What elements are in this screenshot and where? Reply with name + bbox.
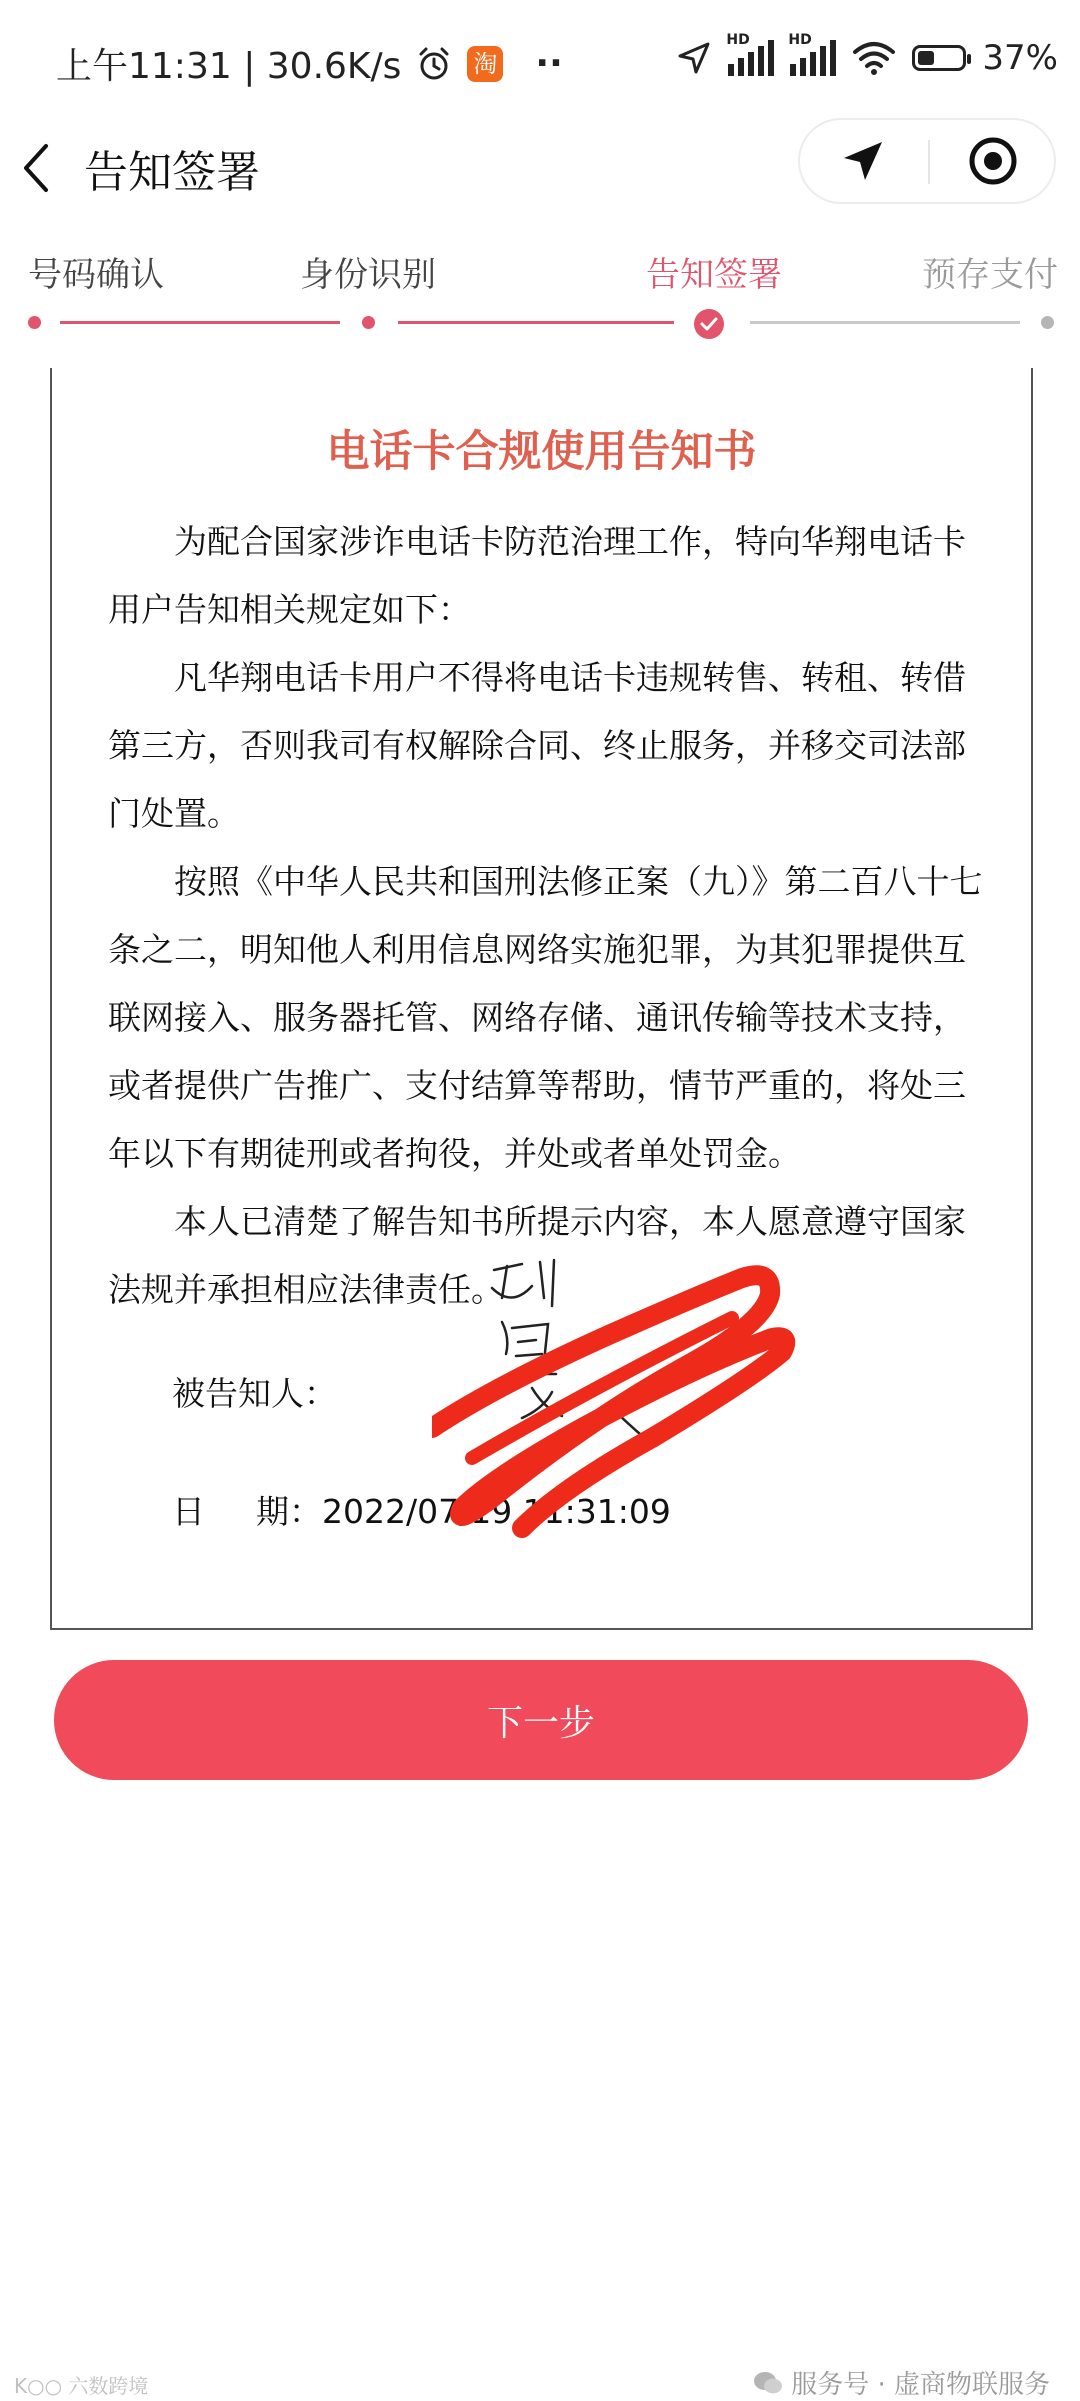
- date-value: 2022/07/19 11:31:09: [322, 1492, 671, 1531]
- progress-steps: [0, 250, 1080, 350]
- notice-card: [50, 368, 1033, 1630]
- next-step-button[interactable]: 下一步: [54, 1660, 1028, 1780]
- page-title: 告知签署: [84, 147, 260, 198]
- notice-paragraph: 本人已清楚了解告知书所提示内容，本人愿意遵守国家法规并承担相应法律责任。: [108, 1202, 966, 1309]
- taobao-app-icon: 淘: [467, 46, 503, 82]
- step-label-prepay: 预存支付: [922, 255, 1058, 295]
- step-label-number-confirm: 号码确认: [28, 255, 164, 295]
- alarm-icon: [415, 45, 453, 83]
- miniprogram-capsule: [798, 118, 1056, 204]
- hd-signal-icon-2: HD: [790, 40, 836, 76]
- notice-title: 电话卡合规使用告知书: [326, 427, 757, 477]
- date-label-1: 日: [172, 1492, 205, 1531]
- step-line-1: [60, 321, 340, 324]
- chevron-left-icon: [16, 138, 56, 198]
- step-dot-2: [362, 316, 375, 329]
- redacted-signature: [432, 1258, 892, 1598]
- hd-signal-icon-1: HD: [728, 40, 774, 76]
- wechat-icon: [753, 2370, 783, 2396]
- nav-bar: [0, 118, 1080, 258]
- more-notifications-icon: ··: [535, 43, 563, 84]
- step-label-identity: 身份识别: [300, 255, 436, 295]
- notice-paragraph: 为配合国家涉诈电话卡防范治理工作，特向华翔电话卡用户告知相关规定如下：: [108, 522, 966, 629]
- status-right: [676, 32, 1058, 78]
- battery-icon: [912, 45, 966, 71]
- step-dot-1: [28, 316, 41, 329]
- location-arrow-icon: [676, 40, 712, 76]
- step-dot-4: [1041, 316, 1054, 329]
- step-line-2: [398, 321, 674, 324]
- watermark-right-text: 服务号 · 虚商物联服务: [791, 2370, 1050, 2400]
- status-bar: [0, 0, 1080, 118]
- date-label-2: 期：: [256, 1492, 322, 1531]
- battery-percent: 37%: [982, 38, 1058, 78]
- watermark-right: [753, 2364, 1050, 2401]
- target-circle-icon: [967, 135, 1019, 187]
- back-button[interactable]: [16, 138, 76, 208]
- location-button[interactable]: [800, 120, 926, 202]
- step-active-check-icon: [694, 309, 724, 339]
- wifi-icon: [852, 40, 896, 76]
- status-time-speed: 上午11:31 | 30.6K/s: [56, 46, 402, 87]
- notice-paragraph: 凡华翔电话卡用户不得将电话卡违规转售、转租、转借第三方，否则我司有权解除合同、终止服务，并移交司法部门处置。: [108, 658, 966, 833]
- step-line-3: [750, 321, 1020, 324]
- navigation-arrow-icon: [838, 136, 888, 186]
- notice-body: [108, 508, 988, 1324]
- signee-label: 被告知人：: [172, 1374, 337, 1413]
- status-left: [56, 38, 563, 89]
- watermark-left: K○○ 六数跨境: [14, 2374, 149, 2398]
- notice-paragraph: 按照《中华人民共和国刑法修正案（九）》第二百八十七条之二，明知他人利用信息网络实施犯罪，为其犯罪提供互联网接入、服务器托管、网络存储、通讯传输等技术支持，或者提供广告推广、支付结算等帮助，情节严重的，将处三年以下有期徒刑或者拘役，并处或者单处罚金。: [108, 862, 983, 1173]
- step-label-sign-notice: 告知签署: [646, 255, 782, 295]
- close-miniprogram-button[interactable]: [930, 120, 1056, 202]
